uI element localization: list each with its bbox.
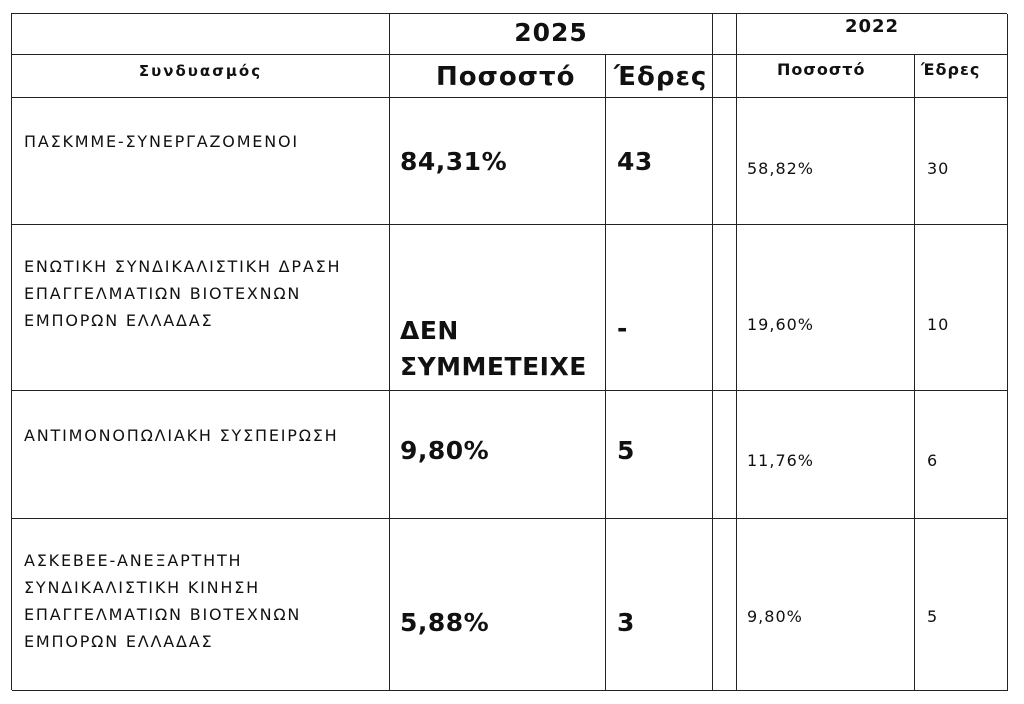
column-header-pct-2025: Ποσοστό <box>390 55 606 98</box>
row-seats-2022: 30 <box>915 98 1008 225</box>
results-table <box>11 13 1007 690</box>
row-pct-2025: ΔΕΝ ΣΥΜΜΕΤΕΙΧΕ <box>390 225 606 391</box>
separator-cell <box>713 391 737 519</box>
row-name: ΑΝΤΙΜΟΝΟΠΩΛΙΑΚΗ ΣΥΣΠΕΙΡΩΣΗ <box>12 391 390 519</box>
row-seats-2025: 43 <box>606 98 713 225</box>
row-seats-2022: 6 <box>915 391 1008 519</box>
row-pct-2022: 9,80% <box>737 519 915 691</box>
column-header-pct-2022: Ποσοστό <box>737 55 915 98</box>
row-name: ΠΑΣΚΜΜΕ-ΣΥΝΕΡΓΑΖΟΜΕΝΟΙ <box>12 98 390 225</box>
row-pct-2022: 11,76% <box>737 391 915 519</box>
column-header-seats-2025: Έδρες <box>606 55 713 98</box>
year-2025-header: 2025 <box>390 14 713 55</box>
separator-cell <box>713 225 737 391</box>
column-header-seats-2022: Έδρες <box>915 55 1008 98</box>
row-seats-2025: 5 <box>606 391 713 519</box>
year-2022-header: 2022 <box>737 14 1008 55</box>
row-name: ΑΣΚΕΒΕΕ-ΑΝΕΞΑΡΤΗΤΗ ΣΥΝΔΙΚΑΛΙΣΤΙΚΗ ΚΙΝΗΣΗ ΕΠΑΓΓΕΛΜΑΤΙΩΝ ΒΙΟΤΕΧΝΩΝ ΕΜΠΟΡΩΝ ΕΛΛΑΔΑΣ <box>12 519 390 691</box>
row-pct-2022: 19,60% <box>737 225 915 391</box>
table-corner-cell <box>12 14 390 55</box>
row-name: ΕΝΩΤΙΚΗ ΣΥΝΔΙΚΑΛΙΣΤΙΚΗ ΔΡΑΣΗ ΕΠΑΓΓΕΛΜΑΤΙΩΝ ΒΙΟΤΕΧΝΩΝ ΕΜΠΟΡΩΝ ΕΛΛΑΔΑΣ <box>12 225 390 391</box>
row-seats-2025: - <box>606 225 713 391</box>
separator-cell <box>713 14 737 55</box>
row-seats-2025: 3 <box>606 519 713 691</box>
separator-cell <box>713 519 737 691</box>
row-seats-2022: 10 <box>915 225 1008 391</box>
row-pct-2025: 84,31% <box>390 98 606 225</box>
separator-cell <box>713 98 737 225</box>
row-pct-2025: 9,80% <box>390 391 606 519</box>
separator-cell <box>713 55 737 98</box>
row-pct-2025: 5,88% <box>390 519 606 691</box>
column-header-name: Συνδυασμός <box>12 55 390 98</box>
row-seats-2022: 5 <box>915 519 1008 691</box>
row-pct-2022: 58,82% <box>737 98 915 225</box>
